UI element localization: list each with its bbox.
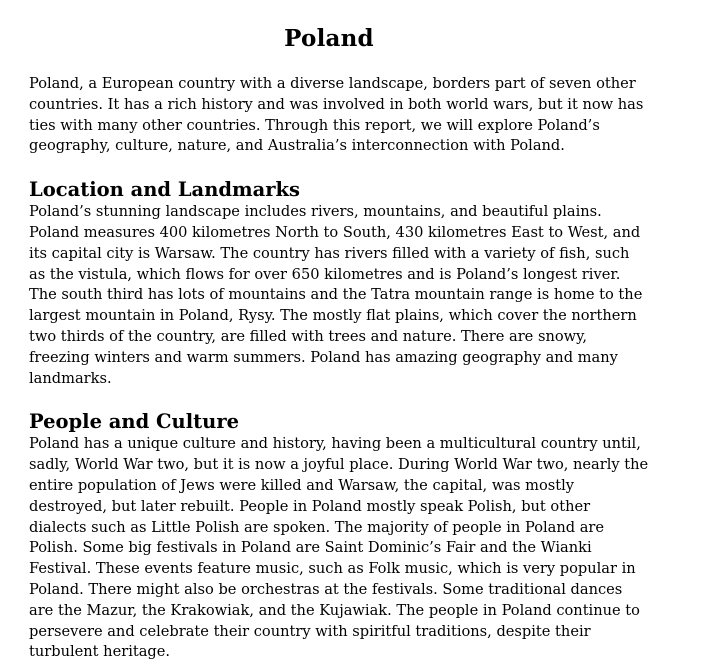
- page-title: Poland: [284, 25, 374, 52]
- section-heading-people-culture: People and Culture: [29, 410, 239, 434]
- section-body-location-landmarks: Poland’s stunning landscape includes rivers, mountains, and beautiful plains. Poland measures 400 kilometres North to South, 430 kilometres East to West, and its capital city is Warsaw. The country has rivers filled with a variety of fish, such as the vistula, which flows for over 650 kilometres and is Poland’s longest river. The south third has lots of mountains and the Tatra mountain range is home to the largest mountain in Poland, Rysy. The mostly flat plains, which cover the northern two thirds of the country, are filled with trees and nature. There are snowy, freezing winters and warm summers. Poland has amazing geography and many landmarks.: [29, 203, 643, 387]
- intro-paragraph: Poland, a European country with a diverse landscape, borders part of seven other countries. It has a rich history and was involved in both world wars, but it now has ties with many other countries. Through this report, we will explore Poland’s geography, culture, nature, and Australia’s interconnection with Poland.: [29, 75, 644, 155]
- section-heading-location-landmarks: Location and Landmarks: [29, 178, 301, 202]
- section-body-people-culture: Poland has a unique culture and history, having been a multicultural country until, sadly, World War two, but it is now a joyful place. During World War two, nearly the entire population of Jews were killed and Warsaw, the capital, was mostly destroyed, but later rebuilt. People in Poland mostly speak Polish, but other dialects such as Little Polish are spoken. The majority of people in Poland are Polish. Some big festivals in Poland are Saint Dominic’s Fair and the Wianki Festival. These events feature music, such as Folk music, which is very popular in Poland. There might also be orchestras at the festivals. Some traditional dances are the Mazur, the Krakowiak, and the Kujawiak. The people in Poland continue to persevere and celebrate their country with spiritful traditions, despite their turbulent heritage.: [29, 435, 649, 661]
